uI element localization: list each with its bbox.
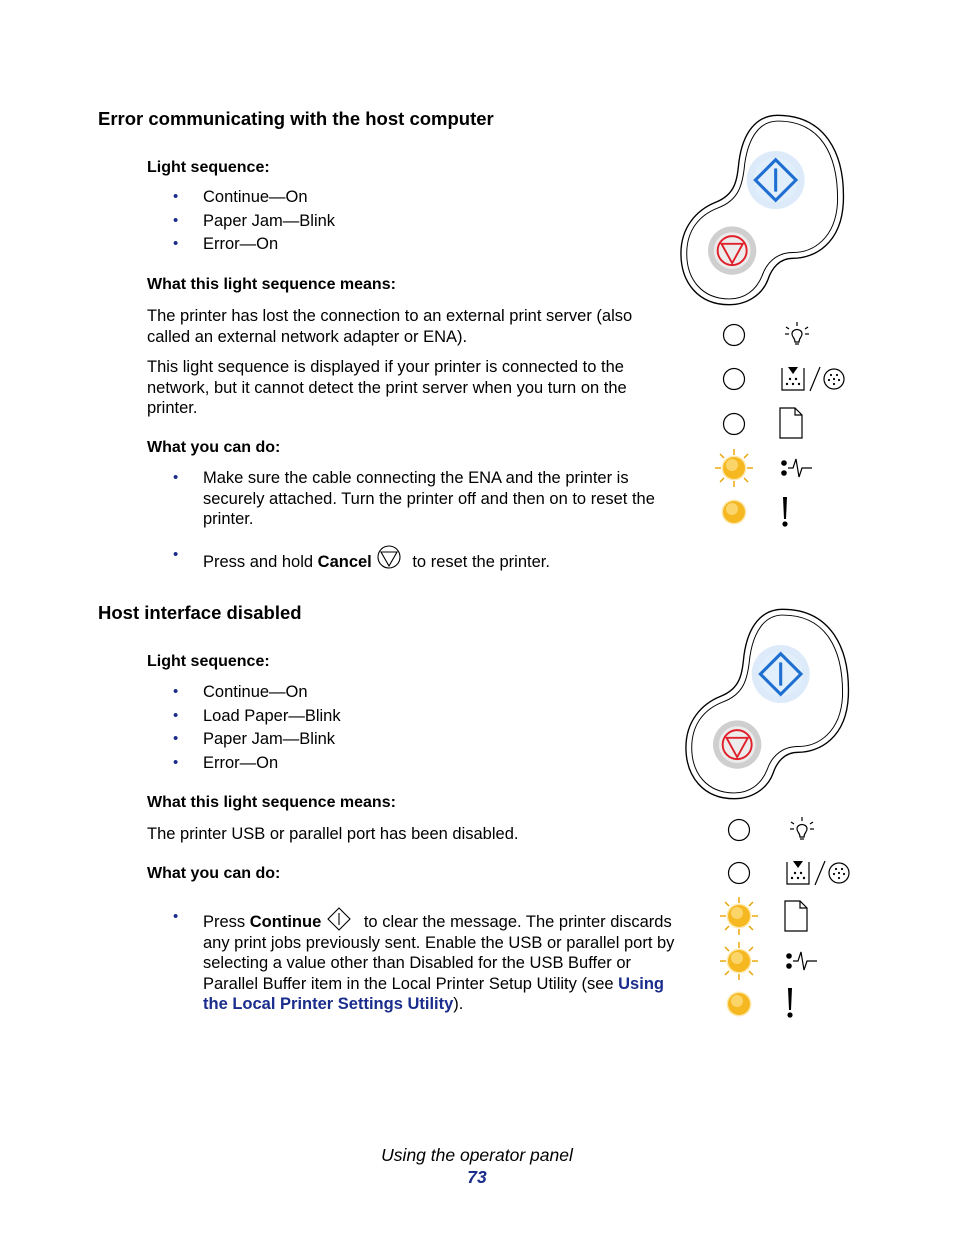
list-item: • Make sure the cable connecting the ENA and the printer is securely attached. Turn the printer off and then on to reset the printer. [173, 469, 655, 528]
local-printer-utility-link[interactable]: Using the Local Printer Settings Utility [203, 974, 664, 1013]
continue-icon [325, 907, 353, 931]
paper-icon [781, 899, 811, 933]
means-paragraph: The printer USB or parallel port has been disabled. [147, 825, 519, 843]
what-you-can-do-label: What you can do: [147, 865, 281, 882]
error-icon [784, 986, 796, 1020]
operator-panel-icon [684, 606, 858, 802]
page-number: 73 [467, 1167, 487, 1187]
section-heading-host-error: Error communicating with the host computer [98, 108, 494, 129]
operator-panel-icon [679, 112, 853, 308]
led-paper-jam-icon [714, 448, 754, 488]
led-paper-icon [719, 896, 759, 936]
bullet-icon: • [173, 753, 179, 771]
paper-icon [776, 406, 806, 440]
list-item: • Error—On [173, 753, 279, 772]
bullet-icon: • [173, 235, 179, 252]
cancel-icon [376, 545, 402, 571]
led-paper-icon [714, 404, 754, 444]
list-item: • Continue—On [173, 683, 308, 701]
means-label: What this light sequence means: [147, 276, 396, 293]
bullet-icon: • [173, 211, 179, 229]
list-item: • Continue—On [173, 188, 308, 206]
light-sequence-label: Light sequence: [147, 159, 270, 176]
bullet-icon: • [173, 706, 179, 724]
light-sequence-list [147, 187, 335, 258]
means-paragraph: The printer has lost the connection to an external print server (also called an external network adapter or ENA). [147, 307, 633, 346]
section-heading-host-interface: Host interface disabled [98, 602, 302, 623]
light-panel [719, 810, 869, 1030]
footer-title: Using the operator panel [381, 1145, 573, 1165]
continue-keyword: Continue [249, 913, 322, 931]
what-you-can-do-label: What you can do: [147, 439, 281, 456]
list-item: • Paper Jam—Blink [173, 730, 336, 748]
list-item: • Press and hold Cancel to reset the printer. [173, 545, 550, 571]
continue-light-icon [787, 815, 817, 845]
led-load-paper-icon [719, 853, 759, 893]
error-icon [779, 495, 791, 529]
action-list [147, 468, 677, 572]
led-paper-jam-icon [719, 941, 759, 981]
means-label: What this light sequence means: [147, 794, 396, 811]
list-item: • Press Continue to clear the message. The printer discards any print jobs previously sent. Enable the USB or parallel port by selecting a value other than Disabled for the USB Buffer or Parallel Buffer item in the Local Printer Setup Utility (see Using the Local Printer Settings Utility). [173, 908, 675, 1013]
bullet-icon: • [173, 469, 179, 486]
paper-jam-icon [780, 456, 814, 480]
led-load-paper-icon [714, 359, 754, 399]
led-error-icon [714, 492, 754, 532]
list-item: • Paper Jam—Blink [173, 211, 336, 230]
bullet-icon: • [173, 730, 179, 747]
means-paragraph: This light sequence is displayed if your printer is connected to the network, but it cannot detect the print server when you turn on the printer. [147, 358, 627, 417]
led-continue-icon [714, 315, 754, 355]
bullet-icon: • [173, 908, 179, 925]
bullet-icon: • [173, 683, 179, 700]
light-sequence-list [147, 682, 341, 776]
led-error-icon [719, 984, 759, 1024]
continue-light-icon [782, 320, 812, 350]
bullet-icon: • [173, 188, 179, 205]
toner-icon [783, 858, 853, 888]
list-item: • Error—On [173, 235, 279, 253]
light-sequence-label: Light sequence: [147, 653, 270, 670]
toner-icon [778, 364, 848, 394]
bullet-icon: • [173, 545, 179, 563]
cancel-keyword: Cancel [317, 552, 372, 571]
light-panel [714, 315, 864, 535]
list-item: • Load Paper—Blink [173, 706, 341, 725]
led-continue-icon [719, 810, 759, 850]
action-list [147, 907, 677, 1015]
paper-jam-icon [785, 949, 819, 973]
